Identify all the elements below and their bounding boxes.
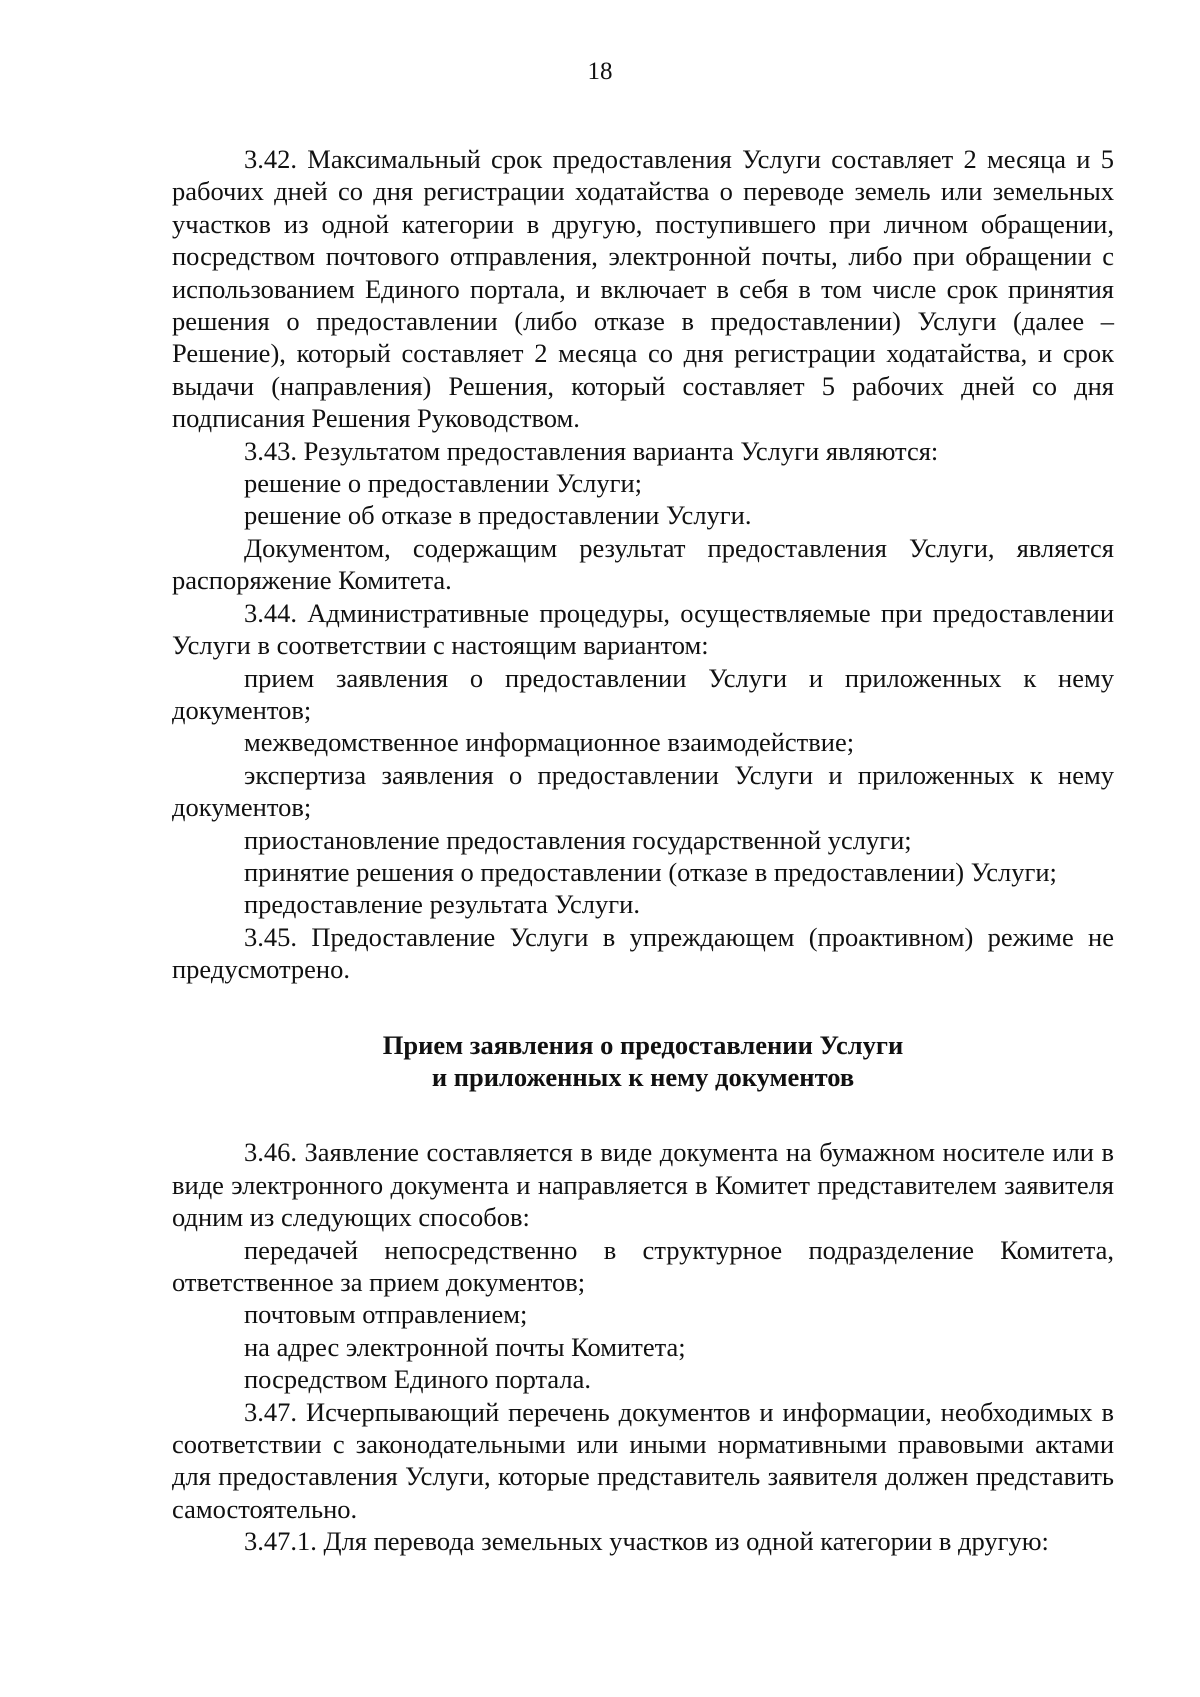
paragraph-3-43: 3.43. Результатом предоставления варианта Услуги являются:	[244, 435, 939, 466]
list-item: экспертиза заявления о предоставлении Услуги и приложенных к нему документов;	[172, 759, 1114, 823]
list-item: на адрес электронной почты Комитета;	[244, 1331, 686, 1362]
paragraph-3-46: 3.46. Заявление составляется в виде документа на бумажном носителе или в виде электронного документа и направляется в Комитет представителем заявителя одним из следующих способов:	[172, 1137, 1114, 1233]
list-item: почтовым отправлением;	[244, 1299, 528, 1330]
list-item: передачей непосредственно в структурное подразделение Комитета, ответственное за прием документов;	[172, 1234, 1114, 1297]
paragraph-3-47-1: 3.47.1. Для перевода земельных участков из одной категории в другую:	[244, 1526, 1049, 1557]
list-item: прием заявления о предоставлении Услуги и приложенных к нему документов;	[172, 662, 1114, 725]
paragraph-result-document: Документом, содержащим результат предоставления Услуги, является распоряжение Комитета.	[172, 532, 1114, 596]
list-item: решение об отказе в предоставлении Услуги.	[244, 500, 752, 531]
list-item: решение о предоставлении Услуги;	[244, 468, 643, 499]
paragraph-3-42: 3.42. Максимальный срок предоставления Услуги составляет 2 месяца и 5 рабочих дней со дня регистрации ходатайства о переводе земель или земельных участков из одной категории в другую, поступившего при личном обращении, посредством почтового отправления, электронной почты, либо при обращении с использованием Единого портала, и включает в себя в том числе срок принятия решения о предоставлении (либо отказе в предоставлении) Услуги (далее – Решение), который составляет 2 месяца со дня регистрации ходатайства, и срок выдачи (направления) Решения, который составляет 5 рабочих дней со дня подписания Решения Руководством.	[172, 144, 1114, 434]
paragraph-3-44: 3.44. Административные процедуры, осуществляемые при предоставлении Услуги в соответствии с настоящим вариантом:	[172, 597, 1114, 661]
list-item: предоставление результата Услуги.	[244, 889, 640, 920]
list-item: приостановление предоставления государственной услуги;	[244, 824, 912, 855]
paragraph-3-47: 3.47. Исчерпывающий перечень документов и информации, необходимых в соответствии с законодательными или иными нормативными правовыми актами для предоставления Услуги, которые представитель заявителя должен представить самостоятельно.	[172, 1396, 1114, 1524]
page-number: 18	[587, 58, 613, 85]
section-heading	[172, 1029, 1114, 1094]
section-heading-line-1: Прием заявления о предоставлении Услуги	[382, 1029, 904, 1060]
paragraph-3-45: 3.45. Предоставление Услуги в упреждающем (проактивном) режиме не предусмотрено.	[172, 921, 1114, 985]
list-item: межведомственное информационное взаимодействие;	[244, 727, 855, 758]
section-heading-line-2: и приложенных к нему документов	[431, 1061, 855, 1092]
list-item: принятие решения о предоставлении (отказе в предоставлении) Услуги;	[244, 856, 1057, 887]
document-body	[172, 143, 1114, 1558]
list-item: посредством Единого портала.	[244, 1364, 592, 1395]
